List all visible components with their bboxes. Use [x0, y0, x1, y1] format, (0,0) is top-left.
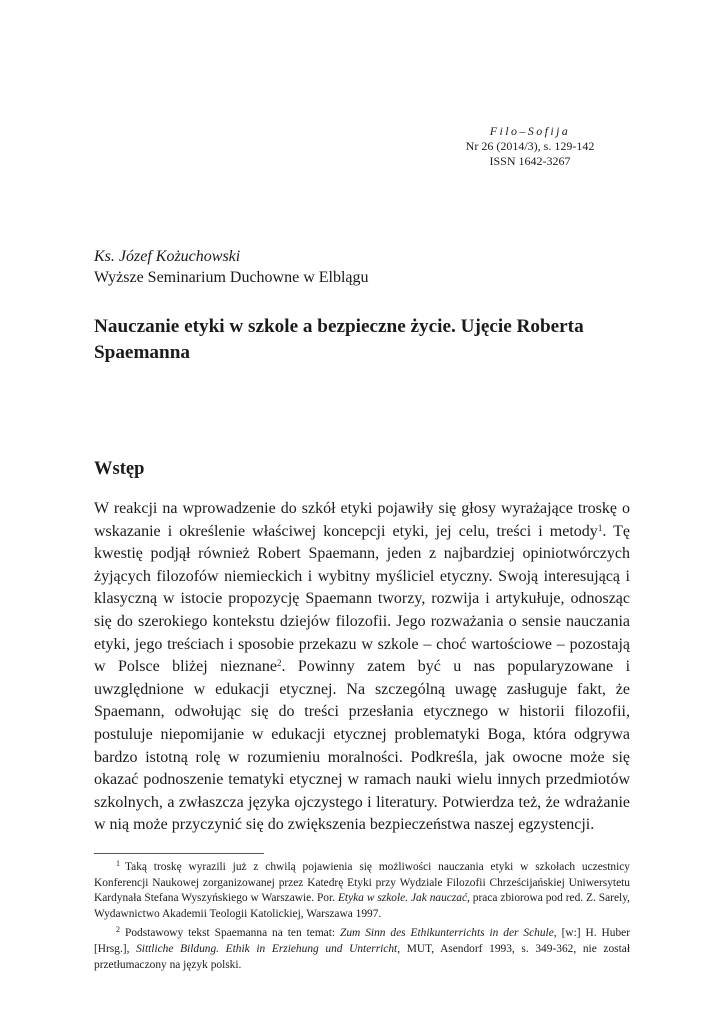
- body-text-part: . Powinny zatem być u nas popularyzowane i uwzględnione w edukacji etycznej. Na szczególną uwagę zasługuje fakt, że Spaemann, odwołując się do treści przesłania etycznego w historii filozofii, postuluje niepomijanie w edukacji etycznej problematyki Boga, która odgrywa bardzo istotną rolę w rozumieniu moralności. Podkreśla, jak owocne może się okazać podnoszenie tematyki etycznej w ramach nauki wielu innych przedmiotów szkolnych, a zwłaszcza języka ojczystego i literatury. Potwierdza też, że wdrażanie w nią może przyczynić się do zwiększenia bezpieczeństwa naszej egzystencji.: [94, 658, 631, 834]
- journal-issn: ISSN 1642-3267: [489, 154, 571, 168]
- body-text-part: . Tę kwestię podjął również Robert Spaemann, jeden z najbardziej opiniotwórczych żyjących filozofów niemieckich i wybitny myśliciel etyczny. Swoją interesującą i klasyczną w istocie propozycję Spaemann tworzy, rozwija i artykułuje, odnosząc się do szerokiego kontekstu dziejów filozofii. Jego rozważania o sensie nauczania etyki, jego treściach i sposobie przekazu w szkole – choć wartościowe – pozostają w Polsce bliżej nieznane: [94, 522, 631, 676]
- footnote-number: 2: [116, 925, 120, 935]
- author-affiliation: Wyższe Seminarium Duchowne w Elblągu: [94, 269, 369, 286]
- body-paragraph: [94, 498, 630, 837]
- footnotes: [94, 860, 630, 977]
- footnote-divider: [94, 853, 264, 854]
- journal-header: [440, 124, 620, 169]
- footnote-text: , [w:] H. Huber [Hrsg.],: [94, 927, 630, 955]
- footnote: [94, 926, 630, 973]
- footnote-italic: Etyka w szkole. Jak nauczać: [337, 892, 468, 905]
- footnote-text: Taką troskę wyrazili już z chwilą pojawienia się możliwości nauczania etyki w szkołach uczestnicy Konferencji Naukowej zorganizowanej przez Katedrę Etyki przy Wydziale Filozofii Chrześcijańskiej Uniwersytetu Kardynała Stefana Wyszyńskiego w Warszawie. Por.: [94, 861, 630, 905]
- footnote-text: , praca zbiorowa pod red. Z. Sarely, Wydawnictwo Akademii Teologii Katolickiej, Warszawa 1997.: [94, 892, 630, 920]
- footnote-text: , MUT, Asendorf 1993, s. 349-362, nie został przetłumaczony na język polski.: [94, 942, 630, 971]
- footnote-italic: Zum Sinn des Ethikunterrichts in der Schule: [340, 927, 554, 940]
- footnote-ref[interactable]: 1: [597, 522, 603, 533]
- footnote-number: 1: [116, 859, 120, 868]
- journal-issue: Nr 26 (2014/3), s. 129-142: [465, 139, 595, 153]
- footnote-text: Podstawowy tekst Spaemanna na ten temat:: [125, 927, 341, 940]
- footnote: [94, 860, 630, 922]
- article-title: Nauczanie etyki w szkole a bezpieczne życie. Ujęcie Roberta Spaemanna: [94, 316, 584, 363]
- journal-name: Filo–Sofija: [489, 124, 571, 138]
- footnote-ref[interactable]: 2: [276, 658, 282, 669]
- footnote-italic: Sittliche Bildung. Ethik in Erziehung und Unterricht: [136, 942, 398, 955]
- section-heading: Wstęp: [94, 459, 145, 479]
- author-block: [94, 246, 369, 288]
- body-text-part: W reakcji na wprowadzenie do szkół etyki pojawiły się głosy wyrażające troskę o wskazanie i określenie właściwej koncepcji etyki, jej celu, treści i metody: [94, 500, 630, 540]
- author-name: Ks. Józef Kożuchowski: [94, 248, 241, 265]
